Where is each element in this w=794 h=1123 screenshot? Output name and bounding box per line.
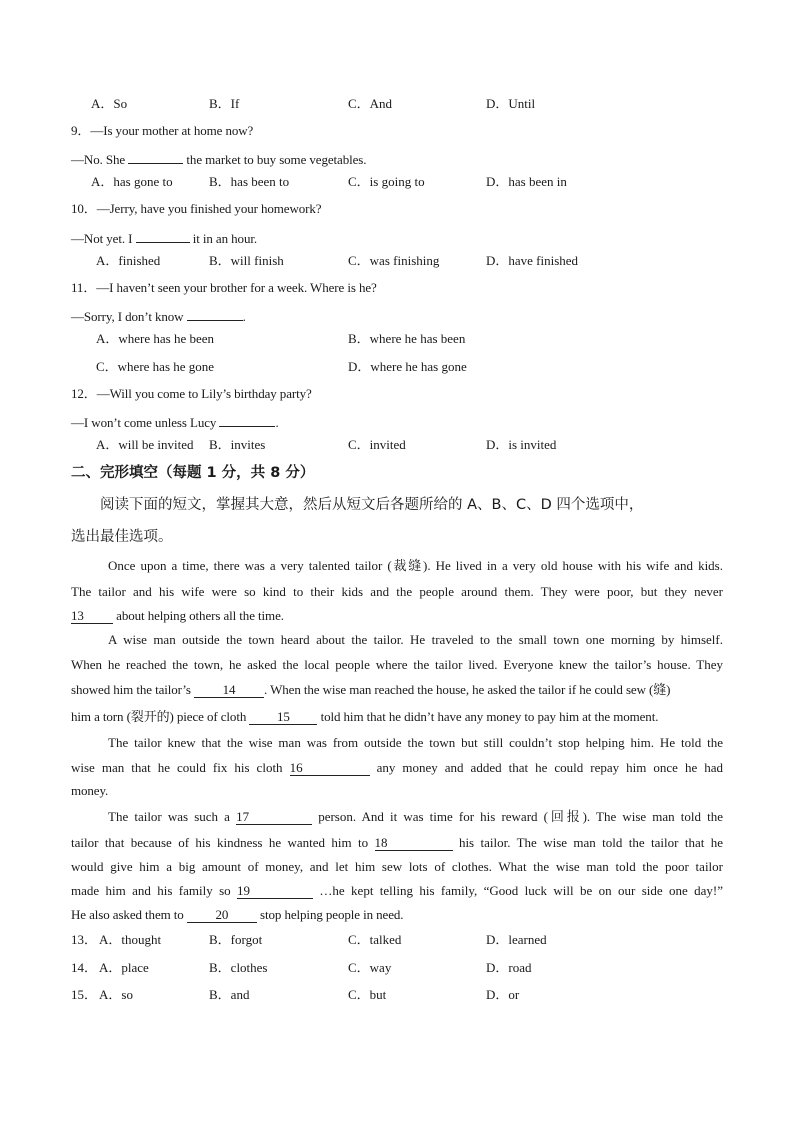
q12-option-c: C．invited <box>348 437 406 452</box>
passage-text: The tailor was such a <box>108 809 230 824</box>
q11-option-b: B．where he has been <box>348 331 466 346</box>
q13-option-a: A．thought <box>99 932 162 947</box>
passage-line: The tailor and his wife were so kind to their kids and the people around them. They were poor, but they never <box>71 584 723 599</box>
passage-line <box>71 760 723 776</box>
answer-blank <box>187 306 243 321</box>
section-instruction-line2: 选出最佳选项。 <box>71 529 173 545</box>
answer-blank <box>219 412 275 427</box>
q8-option-c: C．And <box>348 96 393 111</box>
passage-text: wise man that he could fix his cloth <box>71 760 283 775</box>
q12-option-d: D．is invited <box>486 437 557 452</box>
q12-number: 12． <box>71 386 97 401</box>
cloze-blank-17: 17 <box>236 810 312 825</box>
q10-option-c: C．was finishing <box>348 253 440 268</box>
q9-option-b: B．has been to <box>209 174 290 189</box>
section-instruction-line1: 阅读下面的短文，掌握其大意，然后从短文后各题所给的 A、B、C、D 四个选项中， <box>100 497 644 513</box>
q10-option-d: D．have finished <box>486 253 579 268</box>
passage-line: Once upon a time, there was a very talented tailor (裁缝). He lived in a very old house with his wife and kids. <box>108 558 723 573</box>
cloze-blank-14: 14 <box>194 683 264 698</box>
q15-option-c: C．but <box>348 987 387 1002</box>
passage-line: money. <box>71 783 109 798</box>
passage-line <box>71 883 723 899</box>
q14-option-b: B．clothes <box>209 960 268 975</box>
q13-option-b: B．forgot <box>209 932 263 947</box>
q14-number: 14． <box>71 960 98 975</box>
passage-line: When he reached the town, he asked the local people where the tailor lived. Everyone knew the tailor’s house. They <box>71 657 723 672</box>
passage-line <box>71 835 723 851</box>
q12-line2-pre: —I won’t come unless Lucy <box>71 415 217 430</box>
q15-number: 15． <box>71 987 98 1002</box>
q11-option-d: D．where he has gone <box>348 359 467 374</box>
q12-line2 <box>71 412 279 431</box>
passage-text: stop helping people in need. <box>260 907 404 922</box>
q10-number: 10． <box>71 201 97 216</box>
q11-line2 <box>71 306 246 325</box>
q11-number: 11． <box>71 280 97 295</box>
passage-text: about helping others all the time. <box>116 608 284 623</box>
q12-option-b: B．invites <box>209 437 266 452</box>
q15-option-b: B．and <box>209 987 250 1002</box>
q10-line2-pre: —Not yet. I <box>71 231 133 246</box>
q8-option-b: B．If <box>209 96 240 111</box>
q14-option-a: A．place <box>99 960 149 975</box>
q11-line1 <box>71 280 377 296</box>
cloze-blank-15: 15 <box>249 710 317 725</box>
q10-option-a: A．finished <box>96 253 161 268</box>
passage-text: him a torn (裂开的) piece of cloth <box>71 709 247 724</box>
passage-text: made him and his family so <box>71 883 231 898</box>
q10-option-b: B．will finish <box>209 253 284 268</box>
passage-line <box>71 709 658 725</box>
passage-line <box>71 907 403 923</box>
q9-option-d: D．has been in <box>486 174 567 189</box>
q9-line2 <box>71 149 366 168</box>
q9-prompt: —Is your mother at home now? <box>90 123 254 138</box>
answer-blank <box>128 149 183 164</box>
passage-line <box>71 608 284 624</box>
passage-text: …he kept telling his family, “Good luck will be on our side one day!” <box>319 883 724 898</box>
passage-text: . When the wise man reached the house, he asked the tailor if he could sew (缝) <box>264 682 671 697</box>
q11-prompt: —I haven’t seen your brother for a week. Where is he? <box>96 280 377 295</box>
q10-line2-post: it in an hour. <box>192 231 258 246</box>
q15-option-d: D．or <box>486 987 520 1002</box>
q9-line2-pre: —No. She <box>71 152 126 167</box>
q11-option-a: A．where has he been <box>96 331 215 346</box>
q10-line2 <box>71 228 257 247</box>
q9-line1 <box>71 123 253 139</box>
q14-option-d: D．road <box>486 960 532 975</box>
q12-option-a: A．will be invited <box>96 437 194 452</box>
cloze-blank-13: 13 <box>71 609 113 624</box>
q14-option-c: C．way <box>348 960 392 975</box>
q9-number: 9． <box>71 123 91 138</box>
passage-text: showed him the tailor’s <box>71 682 191 697</box>
passage-text: his tailor. The wise man told the tailor that he <box>458 835 724 850</box>
cloze-blank-20: 20 <box>187 908 257 923</box>
passage-text: person. And it was time for his reward (回报). The wise man told the <box>318 809 724 824</box>
q11-line2-post: . <box>242 309 246 324</box>
passage-line: The tailor knew that the wise man was from outside the town but still couldn’t stop helping him. He told the <box>108 735 723 750</box>
cloze-blank-19: 19 <box>237 884 313 899</box>
passage-text: any money and added that he could repay him once he had <box>376 760 724 775</box>
passage-line <box>108 809 723 825</box>
passage-line: A wise man outside the town heard about the tailor. He traveled to the small town one morning by himself. <box>108 632 723 647</box>
q9-option-c: C．is going to <box>348 174 425 189</box>
q8-option-d: D．Until <box>486 96 536 111</box>
passage-text: told him that he didn’t have any money to pay him at the moment. <box>320 709 659 724</box>
cloze-blank-16: 16 <box>290 761 370 776</box>
passage-text: He also asked them to <box>71 907 184 922</box>
passage-text: tailor that because of his kindness he wanted him to <box>71 835 369 850</box>
passage-line <box>71 682 670 698</box>
q10-line1 <box>71 201 321 217</box>
q15-option-a: A．so <box>99 987 133 1002</box>
q13-option-d: D．learned <box>486 932 547 947</box>
answer-blank <box>136 228 190 243</box>
passage-line: would give him a big amount of money, and let him sew lots of clothes. What the wise man told the poor tailor <box>71 859 723 874</box>
q12-line1 <box>71 386 312 402</box>
q8-option-a: A．So <box>91 96 128 111</box>
cloze-blank-18: 18 <box>375 836 453 851</box>
q12-prompt: —Will you come to Lily’s birthday party? <box>96 386 312 401</box>
q11-option-c: C．where has he gone <box>96 359 215 374</box>
q9-option-a: A．has gone to <box>91 174 173 189</box>
q13-option-c: C．talked <box>348 932 402 947</box>
q10-prompt: —Jerry, have you finished your homework? <box>96 201 322 216</box>
q9-line2-post: the market to buy some vegetables. <box>186 152 367 167</box>
section-title: 二、完形填空（每题 1 分，共 8 分） <box>71 465 315 481</box>
q12-line2-post: . <box>275 415 279 430</box>
q11-line2-pre: —Sorry, I don’t know <box>71 309 184 324</box>
q13-number: 13． <box>71 932 98 947</box>
